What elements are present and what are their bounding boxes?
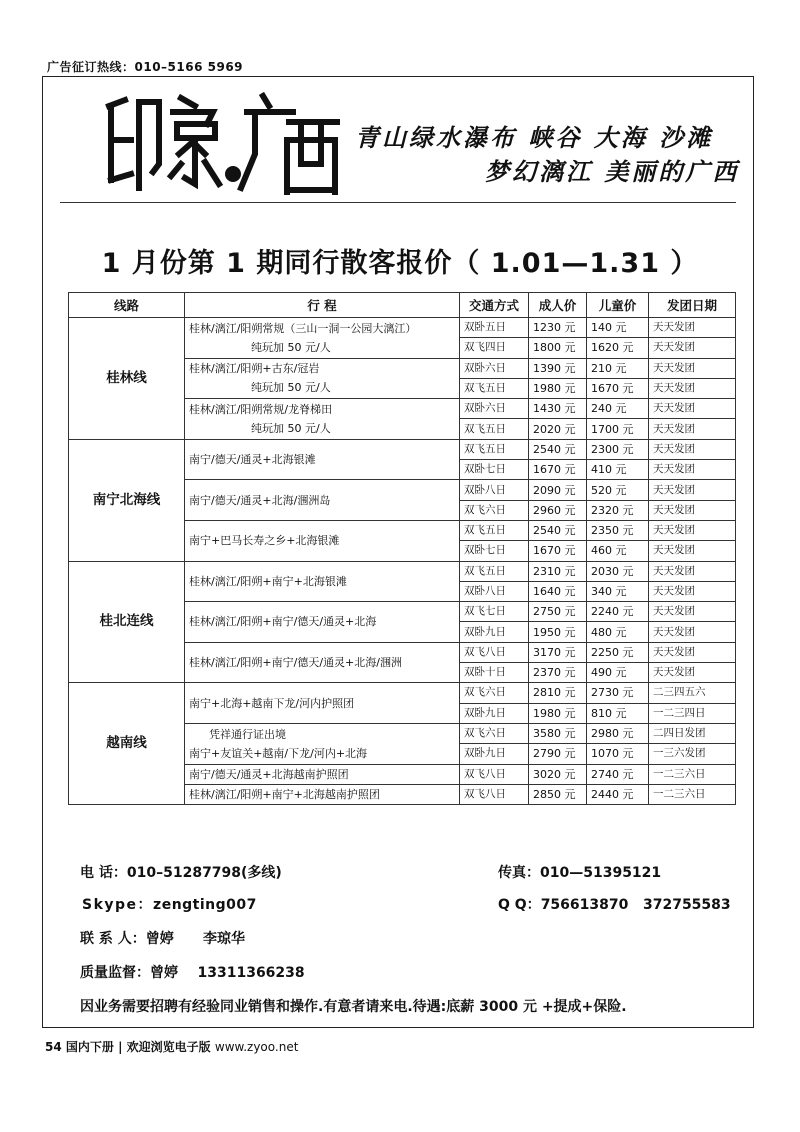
transport-cell: 双卧十日 [460, 663, 529, 683]
child-price-cell: 2440 元 [587, 784, 649, 804]
route-line-cell: 南宁北海线 [69, 439, 185, 561]
schedule-cell: 天天发团 [649, 581, 736, 601]
transport-cell: 双卧八日 [460, 581, 529, 601]
route-line-cell: 越南线 [69, 683, 185, 805]
transport-cell: 双飞八日 [460, 642, 529, 662]
adult-price-cell: 1980 元 [529, 378, 587, 398]
schedule-cell: 天天发团 [649, 378, 736, 398]
footer-url[interactable]: www.zyoo.net [214, 1040, 299, 1054]
itinerary-cell [185, 561, 460, 602]
adult-price-cell: 2020 元 [529, 419, 587, 439]
adult-price-cell: 2810 元 [529, 683, 587, 703]
ad-hotline: 广告征订热线：010–5166 5969 [47, 60, 244, 74]
child-price-cell: 2250 元 [587, 642, 649, 662]
itinerary-note: 纯玩加 50 元/人 [251, 421, 331, 435]
transport-cell: 双飞八日 [460, 784, 529, 804]
adult-price-cell: 2310 元 [529, 561, 587, 581]
transport-cell: 双卧七日 [460, 460, 529, 480]
transport-cell: 双卧六日 [460, 358, 529, 378]
itinerary-text: 南宁+北海+越南下龙/河内护照团 [189, 696, 355, 710]
child-price-cell: 2300 元 [587, 439, 649, 459]
child-price-cell: 520 元 [587, 480, 649, 500]
transport-cell: 双卧五日 [460, 318, 529, 338]
route-line-cell: 桂林线 [69, 318, 185, 440]
skype-label: Skype： [82, 897, 154, 913]
page-number: 54 [45, 1040, 62, 1054]
child-price-cell: 140 元 [587, 318, 649, 338]
itinerary-text: 凭祥通行证出境 [209, 727, 286, 741]
schedule-cell: 天天发团 [649, 480, 736, 500]
itinerary-note: 纯玩加 50 元/人 [251, 381, 331, 395]
transport-cell: 双卧六日 [460, 399, 529, 419]
transport-cell: 双卧九日 [460, 744, 529, 764]
child-price-cell: 410 元 [587, 460, 649, 480]
schedule-cell: 天天发团 [649, 602, 736, 622]
table-row [69, 683, 736, 703]
transport-cell: 双飞六日 [460, 683, 529, 703]
transport-cell: 双飞六日 [460, 500, 529, 520]
child-price-cell: 2030 元 [587, 561, 649, 581]
schedule-cell: 天天发团 [649, 419, 736, 439]
qq-line [498, 894, 731, 914]
table-body [69, 318, 736, 805]
child-price-cell: 2350 元 [587, 520, 649, 540]
yinxiang-guangxi-logo [95, 88, 340, 198]
adult-price-cell: 1430 元 [529, 399, 587, 419]
fax-label: 传真： [498, 865, 540, 881]
child-price-cell: 1070 元 [587, 744, 649, 764]
child-price-cell: 2730 元 [587, 683, 649, 703]
child-price-cell: 340 元 [587, 581, 649, 601]
schedule-cell: 天天发团 [649, 439, 736, 459]
schedule-cell: 天天发团 [649, 399, 736, 419]
child-price-cell: 810 元 [587, 703, 649, 723]
quality-label: 质量监督： [80, 965, 150, 981]
table-row [69, 318, 736, 338]
transport-cell: 双飞五日 [460, 439, 529, 459]
transport-cell: 双飞五日 [460, 561, 529, 581]
itinerary-text: 桂林/漓江/阳朔+古东/冠岩 [189, 362, 320, 376]
adult-price-cell: 2540 元 [529, 439, 587, 459]
itinerary-cell [185, 723, 460, 764]
transport-cell: 双卧八日 [460, 480, 529, 500]
schedule-cell: 一二三六日 [649, 764, 736, 784]
header-line: 线路 [69, 293, 185, 318]
schedule-cell: 一二三六日 [649, 784, 736, 804]
child-price-cell: 2980 元 [587, 723, 649, 743]
itinerary-cell [185, 642, 460, 683]
adult-price-cell: 2090 元 [529, 480, 587, 500]
header-adult-price: 成人价 [529, 293, 587, 318]
adult-price-cell: 1640 元 [529, 581, 587, 601]
header-schedule: 发团日期 [649, 293, 736, 318]
transport-cell: 双卧九日 [460, 622, 529, 642]
schedule-cell: 天天发团 [649, 663, 736, 683]
fax-number: 010—51395121 [540, 865, 662, 881]
child-price-cell: 2740 元 [587, 764, 649, 784]
itinerary-text: 桂林/漓江/阳朔常规/龙脊梯田 [189, 402, 333, 416]
schedule-cell: 二三四五六 [649, 683, 736, 703]
route-line-cell: 桂北连线 [69, 561, 185, 683]
header-transport: 交通方式 [460, 293, 529, 318]
quality-contact: 曾婷 13311366238 [150, 965, 305, 981]
schedule-cell: 二四日发团 [649, 723, 736, 743]
itinerary-cell [185, 318, 460, 359]
price-table-wrapper [68, 292, 735, 805]
table-row [69, 561, 736, 581]
slogan-line-1: 青山绿水瀑布 峡谷 大海 沙滩 [355, 123, 714, 152]
child-price-cell: 1620 元 [587, 338, 649, 358]
qq-label: Q Q： [498, 897, 541, 913]
child-price-cell: 2320 元 [587, 500, 649, 520]
adult-price-cell: 1670 元 [529, 541, 587, 561]
schedule-cell: 天天发团 [649, 541, 736, 561]
child-price-cell: 240 元 [587, 399, 649, 419]
transport-cell: 双卧七日 [460, 541, 529, 561]
qq-numbers: 756613870 372755583 [540, 897, 731, 913]
itinerary-cell [185, 399, 460, 440]
adult-price-cell: 3580 元 [529, 723, 587, 743]
transport-cell: 双飞七日 [460, 602, 529, 622]
adult-price-cell: 1230 元 [529, 318, 587, 338]
child-price-cell: 460 元 [587, 541, 649, 561]
phone-line [80, 862, 282, 882]
child-price-cell: 490 元 [587, 663, 649, 683]
adult-price-cell: 2790 元 [529, 744, 587, 764]
skype-id: zengting007 [153, 897, 257, 913]
table-row [69, 439, 736, 459]
phone-number: 010–51287798(多线) [126, 865, 282, 881]
itinerary-text: 南宁/德天/通灵+北海银滩 [189, 453, 316, 467]
adult-price-cell: 3020 元 [529, 764, 587, 784]
skype-line [82, 894, 257, 914]
price-table [68, 292, 736, 805]
itinerary-text: 南宁+巴马长寿之乡+北海银滩 [189, 534, 340, 548]
itinerary-text: 桂林/漓江/阳朔+南宁/德天/通灵+北海 [189, 615, 377, 629]
transport-cell: 双飞五日 [460, 419, 529, 439]
contact-persons-line [80, 928, 245, 948]
quote-title: 1 月份第 1 期同行散客报价（ 1.01—1.31 ） [101, 248, 699, 279]
itinerary-text: 桂林/漓江/阳朔+南宁+北海银滩 [189, 574, 347, 588]
schedule-cell: 天天发团 [649, 520, 736, 540]
adult-price-cell: 2540 元 [529, 520, 587, 540]
itinerary-cell [185, 439, 460, 480]
transport-cell: 双飞六日 [460, 723, 529, 743]
adult-price-cell: 2850 元 [529, 784, 587, 804]
adult-price-cell: 1390 元 [529, 358, 587, 378]
itinerary-text: 桂林/漓江/阳朔+南宁/德天/通灵+北海/涠洲 [189, 656, 402, 670]
itinerary-text: 桂林/漓江/阳朔+南宁+北海越南护照团 [189, 787, 380, 801]
persons-names: 曾婷 李琼华 [145, 931, 245, 947]
adult-price-cell: 1950 元 [529, 622, 587, 642]
transport-cell: 双飞五日 [460, 378, 529, 398]
schedule-cell: 天天发团 [649, 622, 736, 642]
itinerary-cell [185, 764, 460, 784]
schedule-cell: 天天发团 [649, 460, 736, 480]
child-price-cell: 480 元 [587, 622, 649, 642]
itinerary-text: 桂林/漓江/阳朔常规（三山一洞一公园大漓江） [189, 321, 417, 335]
slogan-line-2: 梦幻漓江 美丽的广西 [485, 157, 740, 186]
adult-price-cell: 1980 元 [529, 703, 587, 723]
phone-label: 电 话： [80, 865, 127, 881]
transport-cell: 双飞八日 [460, 764, 529, 784]
header-itinerary: 行 程 [185, 293, 460, 318]
fax-line [498, 862, 661, 882]
quality-line [80, 962, 305, 982]
schedule-cell: 天天发团 [649, 642, 736, 662]
child-price-cell: 2240 元 [587, 602, 649, 622]
adult-price-cell: 2960 元 [529, 500, 587, 520]
header-divider [60, 202, 736, 203]
footer-divider: | [118, 1040, 123, 1054]
itinerary-cell [185, 784, 460, 804]
child-price-cell: 210 元 [587, 358, 649, 378]
transport-cell: 双卧九日 [460, 703, 529, 723]
itinerary-cell [185, 520, 460, 561]
schedule-cell: 天天发团 [649, 338, 736, 358]
itinerary-text-2: 南宁+友谊关+越南/下龙/河内+北海 [189, 746, 368, 760]
adult-price-cell: 3170 元 [529, 642, 587, 662]
itinerary-cell [185, 480, 460, 521]
schedule-cell: 一三六发团 [649, 744, 736, 764]
itinerary-cell [185, 683, 460, 724]
schedule-cell: 天天发团 [649, 500, 736, 520]
adult-price-cell: 1800 元 [529, 338, 587, 358]
schedule-cell: 天天发团 [649, 358, 736, 378]
child-price-cell: 1670 元 [587, 378, 649, 398]
itinerary-text: 南宁/德天/通灵+北海越南护照团 [189, 767, 349, 781]
itinerary-cell [185, 602, 460, 643]
page-footer [45, 1038, 298, 1055]
persons-label: 联 系 人： [80, 931, 146, 947]
schedule-cell: 天天发团 [649, 561, 736, 581]
itinerary-text: 南宁/德天/通灵+北海/涠洲岛 [189, 493, 331, 507]
child-price-cell: 1700 元 [587, 419, 649, 439]
recruitment-notice: 因业务需要招聘有经验同业销售和操作.有意者请来电.待遇:底薪 3000 元 +提成+保险. [80, 999, 627, 1015]
table-header-row [69, 293, 736, 318]
footer-section: 国内下册 [65, 1040, 114, 1054]
transport-cell: 双飞四日 [460, 338, 529, 358]
adult-price-cell: 2370 元 [529, 663, 587, 683]
transport-cell: 双飞五日 [460, 520, 529, 540]
adult-price-cell: 1670 元 [529, 460, 587, 480]
footer-slogan: 欢迎浏览电子版 [126, 1040, 211, 1054]
itinerary-note: 纯玩加 50 元/人 [251, 340, 331, 354]
schedule-cell: 一二三四日 [649, 703, 736, 723]
itinerary-cell [185, 358, 460, 399]
header-child-price: 儿童价 [587, 293, 649, 318]
adult-price-cell: 2750 元 [529, 602, 587, 622]
schedule-cell: 天天发团 [649, 318, 736, 338]
